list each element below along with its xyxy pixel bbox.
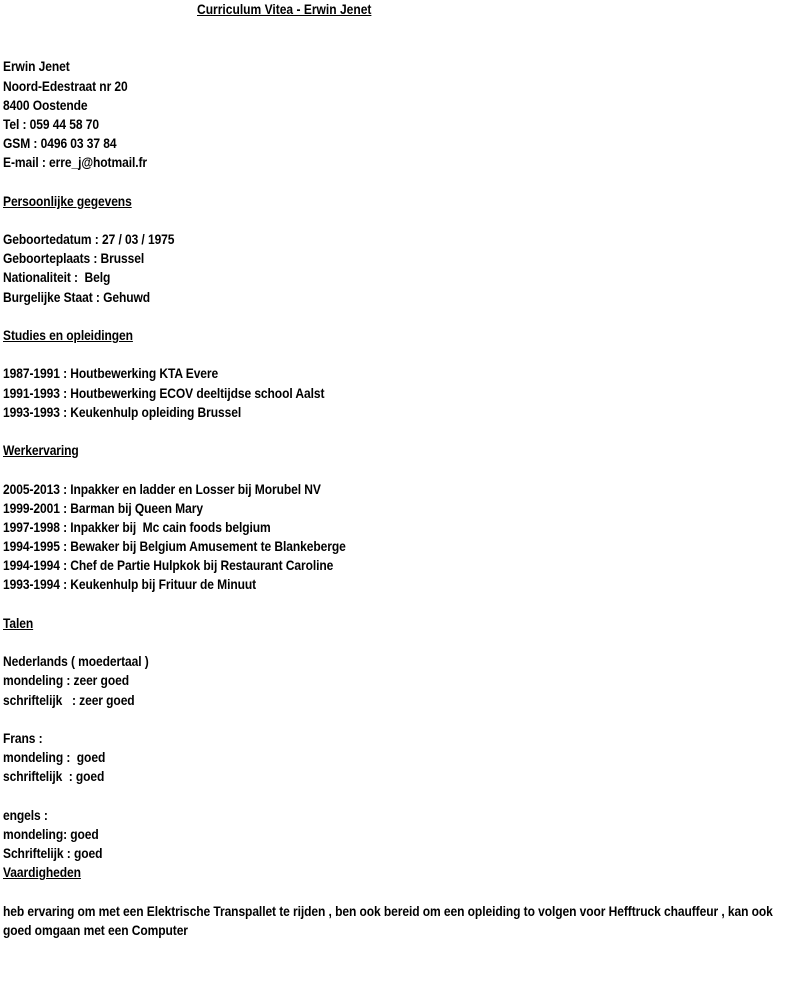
language-line: schriftelijk : goed bbox=[3, 768, 105, 785]
studies-block bbox=[3, 364, 686, 422]
contact-block bbox=[3, 57, 686, 172]
personal-line: Geboorteplaats : Brussel bbox=[3, 250, 145, 267]
work-line: 1994-1995 : Bewaker bij Belgium Amusement te Blankeberge bbox=[3, 538, 346, 555]
section-heading-skills: Vaardigheden bbox=[3, 864, 81, 881]
work-line: 1993-1994 : Keukenhulp bij Frituur de Minuut bbox=[3, 576, 257, 593]
work-line: 2005-2013 : Inpakker en ladder en Losser bij Morubel NV bbox=[3, 480, 321, 497]
languages-french bbox=[3, 729, 686, 787]
language-line: engels : bbox=[3, 806, 48, 823]
study-line: 1993-1993 : Keukenhulp opleiding Brussel bbox=[3, 403, 242, 420]
contact-name: Erwin Jenet bbox=[3, 58, 70, 75]
language-line: Schriftelijk : goed bbox=[3, 845, 103, 862]
language-line: schriftelijk : zeer goed bbox=[3, 691, 135, 708]
language-line: Frans : bbox=[3, 729, 43, 746]
study-line: 1991-1993 : Houtbewerking ECOV deeltijdse school Aalst bbox=[3, 384, 325, 401]
language-line: mondeling : goed bbox=[3, 749, 106, 766]
work-line: 1997-1998 : Inpakker bij Mc cain foods belgium bbox=[3, 518, 271, 535]
languages-english bbox=[3, 806, 686, 864]
section-heading-work: Werkervaring bbox=[3, 442, 79, 459]
section-heading-studies: Studies en opleidingen bbox=[3, 327, 133, 343]
cv-page bbox=[3, 0, 773, 940]
languages-dutch bbox=[3, 652, 686, 710]
work-line: 1999-2001 : Barman bij Queen Mary bbox=[3, 499, 203, 516]
personal-line: Geboortedatum : 27 / 03 / 1975 bbox=[3, 231, 175, 248]
language-line: Nederlands ( moedertaal ) bbox=[3, 653, 149, 670]
personal-line: Nationaliteit : Belg bbox=[3, 269, 111, 286]
work-block bbox=[3, 480, 686, 595]
study-line: 1987-1991 : Houtbewerking KTA Evere bbox=[3, 365, 219, 382]
section-heading-personal: Persoonlijke gegevens bbox=[3, 192, 132, 209]
contact-gsm: GSM : 0496 03 37 84 bbox=[3, 135, 117, 152]
contact-city: 8400 Oostende bbox=[3, 96, 88, 113]
language-line: mondeling : zeer goed bbox=[3, 672, 129, 689]
section-heading-languages: Talen bbox=[3, 614, 34, 631]
document-title: Curriculum Vitea - Erwin Jenet bbox=[197, 1, 372, 17]
contact-tel: Tel : 059 44 58 70 bbox=[3, 115, 99, 132]
contact-street: Noord-Edestraat nr 20 bbox=[3, 77, 128, 94]
language-line: mondeling: goed bbox=[3, 825, 99, 842]
skills-text: heb ervaring om met een Elektrische Transpallet te rijden , ben ook bereid om een opleiding to volgen voor Hefftruck chauffeur , kan ook goed omgaan met een Computer bbox=[3, 902, 773, 938]
personal-line: Burgelijke Staat : Gehuwd bbox=[3, 288, 151, 305]
personal-block bbox=[3, 230, 686, 307]
contact-email: E-mail : erre_j@hotmail.fr bbox=[3, 154, 147, 171]
work-line: 1994-1994 : Chef de Partie Hulpkok bij Restaurant Caroline bbox=[3, 557, 334, 574]
